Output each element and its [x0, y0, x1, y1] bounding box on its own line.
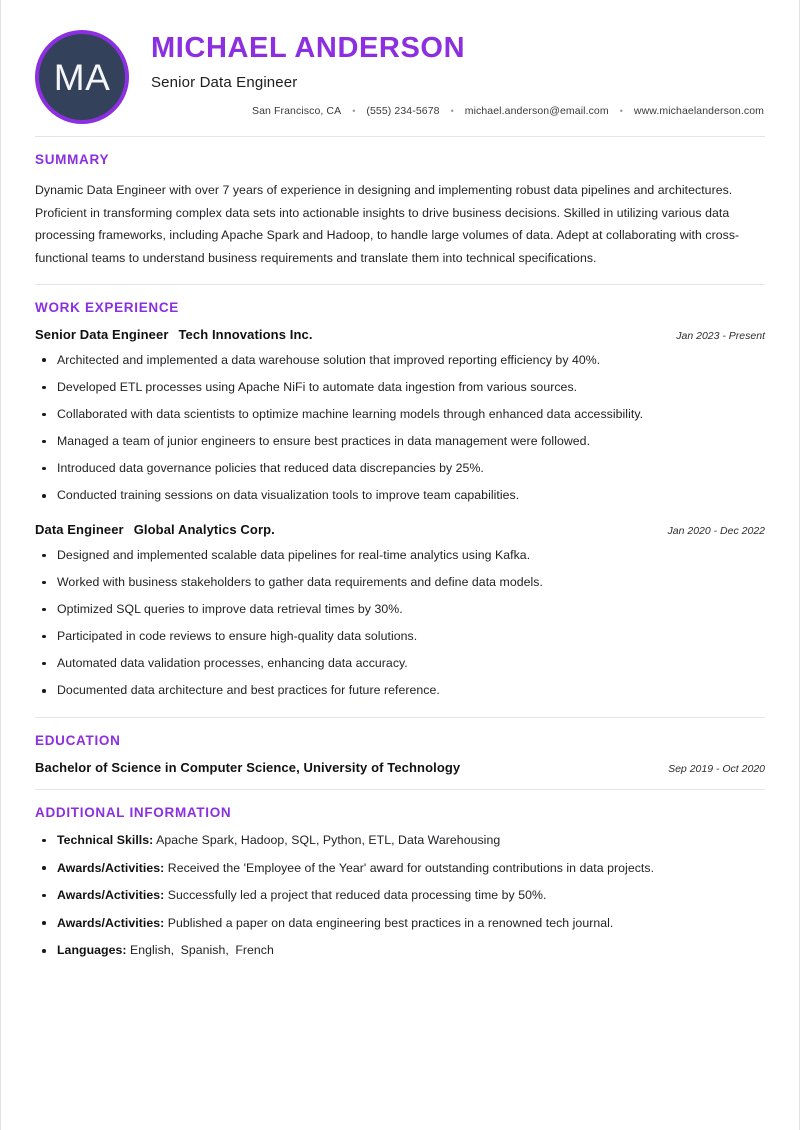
job-bullet: Collaborated with data scientists to optimize machine learning models through enhanced data accessibility. — [35, 406, 765, 423]
contact-separator-icon: • — [352, 105, 356, 116]
resume-header — [35, 0, 765, 136]
avatar — [35, 30, 129, 124]
additional-info-label: Awards/Activities: — [57, 860, 165, 875]
job-bullet: Documented data architecture and best practices for future reference. — [35, 682, 765, 699]
section-title-additional-information: ADDITIONAL INFORMATION — [35, 805, 232, 821]
contact-separator-icon: • — [619, 105, 623, 116]
job-bullet: Developed ETL processes using Apache NiFi to automate data ingestion from various sources. — [35, 379, 765, 396]
additional-info-item — [35, 887, 765, 904]
contact-separator-icon: • — [450, 105, 454, 116]
job-entry — [35, 327, 765, 504]
section-summary — [35, 137, 765, 284]
additional-info-item — [35, 860, 765, 877]
job-dates: Jan 2023 - Present — [676, 329, 765, 342]
job-company: Tech Innovations Inc. — [178, 326, 313, 342]
additional-info-item — [35, 915, 765, 932]
section-additional-information — [35, 790, 765, 973]
contact-location: San Francisco, CA — [251, 105, 342, 118]
job-bullet: Conducted training sessions on data visualization tools to improve team capabilities. — [35, 487, 765, 504]
education-dates: Sep 2019 - Oct 2020 — [668, 763, 765, 776]
job-bullet-list — [35, 547, 765, 699]
job-header — [35, 327, 765, 342]
resume-content — [1, 0, 799, 973]
additional-info-value: Successfully led a project that reduced data processing time by 50%. — [167, 888, 547, 903]
additional-info-value: Published a paper on data engineering best practices in a renowned tech journal. — [167, 915, 614, 930]
section-title-work-experience: WORK EXPERIENCE — [35, 299, 180, 315]
section-education — [35, 718, 765, 789]
additional-info-label: Awards/Activities: — [57, 888, 165, 903]
job-header — [35, 522, 765, 537]
job-bullet-list — [35, 352, 765, 504]
job-bullet: Managed a team of junior engineers to ensure best practices in data management were followed. — [35, 433, 765, 450]
job-bullet: Designed and implemented scalable data pipelines for real-time analytics using Kafka. — [35, 547, 765, 564]
contact-row — [151, 105, 765, 117]
contact-email[interactable]: michael.anderson@email.com — [464, 105, 609, 118]
candidate-job-title: Senior Data Engineer — [151, 74, 298, 92]
education-entry — [35, 760, 765, 775]
section-title-summary: SUMMARY — [35, 152, 110, 167]
job-bullet: Participated in code reviews to ensure high-quality data solutions. — [35, 628, 765, 645]
job-company: Global Analytics Corp. — [133, 522, 275, 537]
job-entry — [35, 522, 765, 699]
job-bullet: Optimized SQL queries to improve data retrieval times by 30%. — [35, 601, 765, 618]
job-dates: Jan 2020 - Dec 2022 — [667, 525, 765, 537]
job-bullet: Worked with business stakeholders to gather data requirements and define data models. — [35, 574, 765, 591]
additional-info-item — [35, 942, 765, 959]
additional-info-label: Technical Skills: — [57, 833, 154, 848]
job-bullet: Architected and implemented a data warehouse solution that improved reporting efficiency by 40%. — [35, 352, 765, 369]
job-role: Senior Data Engineer — [35, 326, 169, 342]
additional-info-item — [35, 832, 765, 849]
additional-info-list — [35, 832, 765, 959]
contact-phone[interactable]: (555) 234-5678 — [366, 105, 440, 118]
candidate-name: MICHAEL ANDERSON — [151, 32, 466, 64]
additional-info-value: Received the 'Employee of the Year' award for outstanding contributions in data projects. — [167, 860, 655, 875]
additional-info-label: Awards/Activities: — [57, 915, 165, 930]
section-work-experience — [35, 285, 765, 717]
additional-info-value: English, Spanish, French — [129, 943, 274, 958]
job-bullet: Introduced data governance policies that reduced data discrepancies by 25%. — [35, 460, 765, 477]
job-header-left — [35, 522, 275, 537]
contact-website[interactable]: www.michaelanderson.com — [633, 105, 764, 118]
job-role: Data Engineer — [35, 522, 124, 537]
job-header-left — [35, 327, 313, 342]
additional-info-label: Languages: — [57, 943, 127, 958]
summary-text: Dynamic Data Engineer with over 7 years of experience in designing and implementing robust data pipelines and architectures. Proficient in transforming complex data sets into actionable insights to drive business decisions. Skilled in utilizing various data processing frameworks, including Apache Spark and Hadoop, to handle large volumes of data. Adept at collaborating with cross-functional teams to understand business requirements and translate them into technical specifications. — [35, 183, 740, 266]
additional-info-value: Apache Spark, Hadoop, SQL, Python, ETL, Data Warehousing — [156, 833, 501, 848]
avatar-initials: MA — [53, 56, 111, 98]
section-title-education: EDUCATION — [35, 733, 121, 749]
header-text-block — [129, 26, 765, 117]
job-bullet: Automated data validation processes, enhancing data accuracy. — [35, 655, 765, 672]
education-degree: Bachelor of Science in Computer Science, University of Technology — [35, 760, 461, 776]
